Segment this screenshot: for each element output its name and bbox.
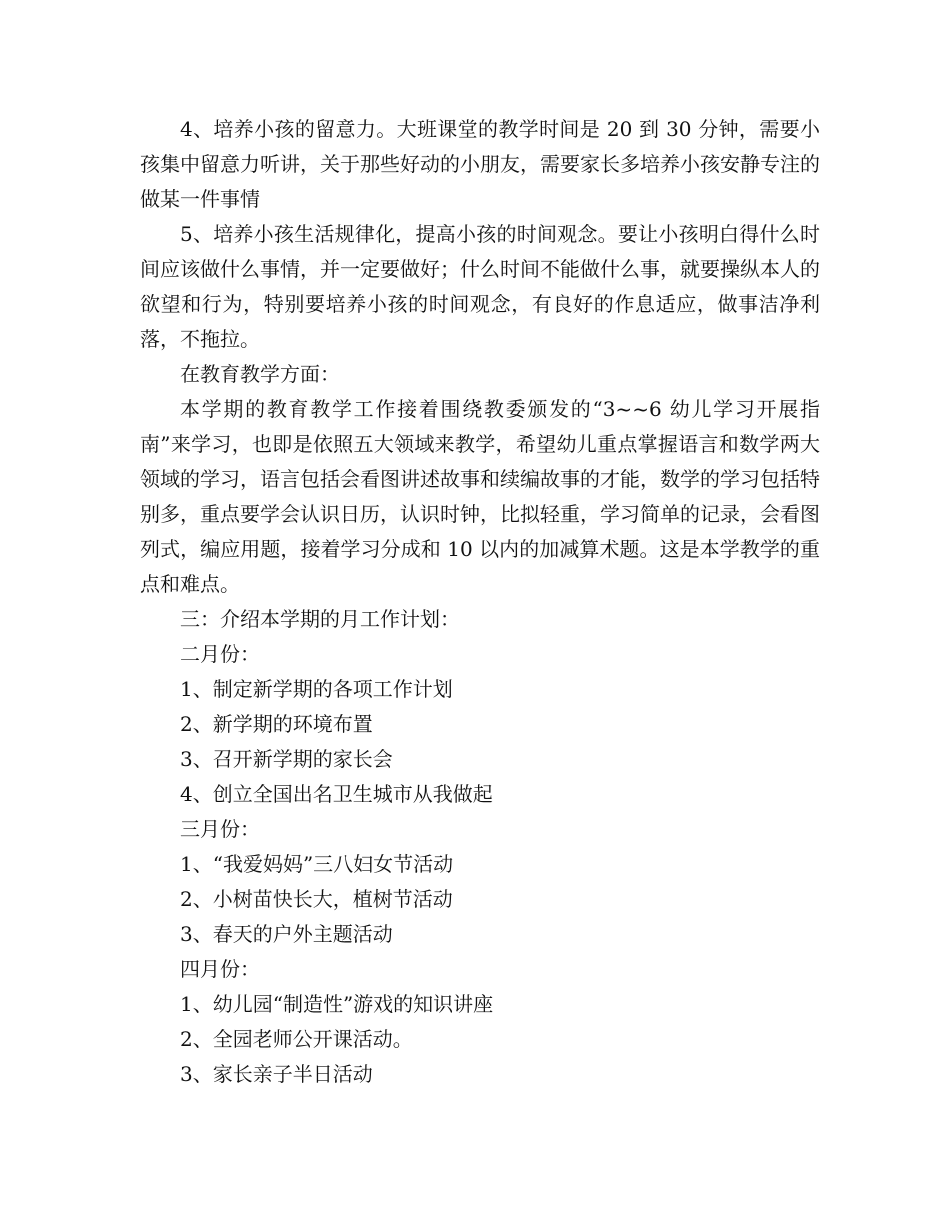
section-heading-monthly-plan: 三：介绍本学期的月工作计划： (180, 607, 460, 631)
section-heading-education: 在教育教学方面： (180, 362, 340, 386)
list-item: 2、小树苗快长大，植树节活动 (180, 887, 453, 911)
month-label-march: 三月份： (180, 817, 260, 841)
list-item: 4、创立全国出名卫生城市从我做起 (180, 782, 493, 806)
list-item: 2、新学期的环境布置 (180, 712, 373, 736)
list-item: 3、春天的户外主题活动 (180, 922, 393, 946)
month-label-february: 二月份： (180, 642, 260, 666)
list-item: 1、制定新学期的各项工作计划 (180, 677, 453, 701)
list-item: 1、幼儿园“制造性”游戏的知识讲座 (180, 992, 494, 1016)
month-label-april: 四月份： (180, 957, 260, 981)
document-body (140, 112, 820, 1092)
list-item: 3、家长亲子半日活动 (180, 1062, 373, 1086)
list-item: 3、召开新学期的家长会 (180, 747, 393, 771)
paragraph-attention: 4、培养小孩的留意力。大班课堂的教学时间是 20 到 30 分钟，需要小孩集中留意力听讲，关于那些好动的小朋友，需要家长多培养小孩安静专注的做某一件事情 (140, 117, 820, 211)
paragraph-education: 本学期的教育教学工作接着围绕教委颁发的“3~~6 幼儿学习开展指南”来学习，也即是依照五大领域来教学，希望幼儿重点掌握语言和数学两大领域的学习，语言包括会看图讲述故事和续编故事的才能，数学的学习包括特别多，重点要学会认识日历，认识时钟，比拟轻重，学习简单的记录，会看图列式，编应用题，接着学习分成和 10 以内的加减算术题。这是本学教学的重点和难点。 (140, 397, 820, 596)
list-item: 2、全园老师公开课活动。 (180, 1027, 413, 1051)
list-item: 1、“我爱妈妈”三八妇女节活动 (180, 852, 454, 876)
paragraph-routine: 5、培养小孩生活规律化，提高小孩的时间观念。要让小孩明白得什么时间应该做什么事情，并一定要做好；什么时间不能做什么事，就要操纵本人的欲望和行为，特别要培养小孩的时间观念，有良好的作息适应，做事洁净利落，不拖拉。 (140, 222, 820, 351)
